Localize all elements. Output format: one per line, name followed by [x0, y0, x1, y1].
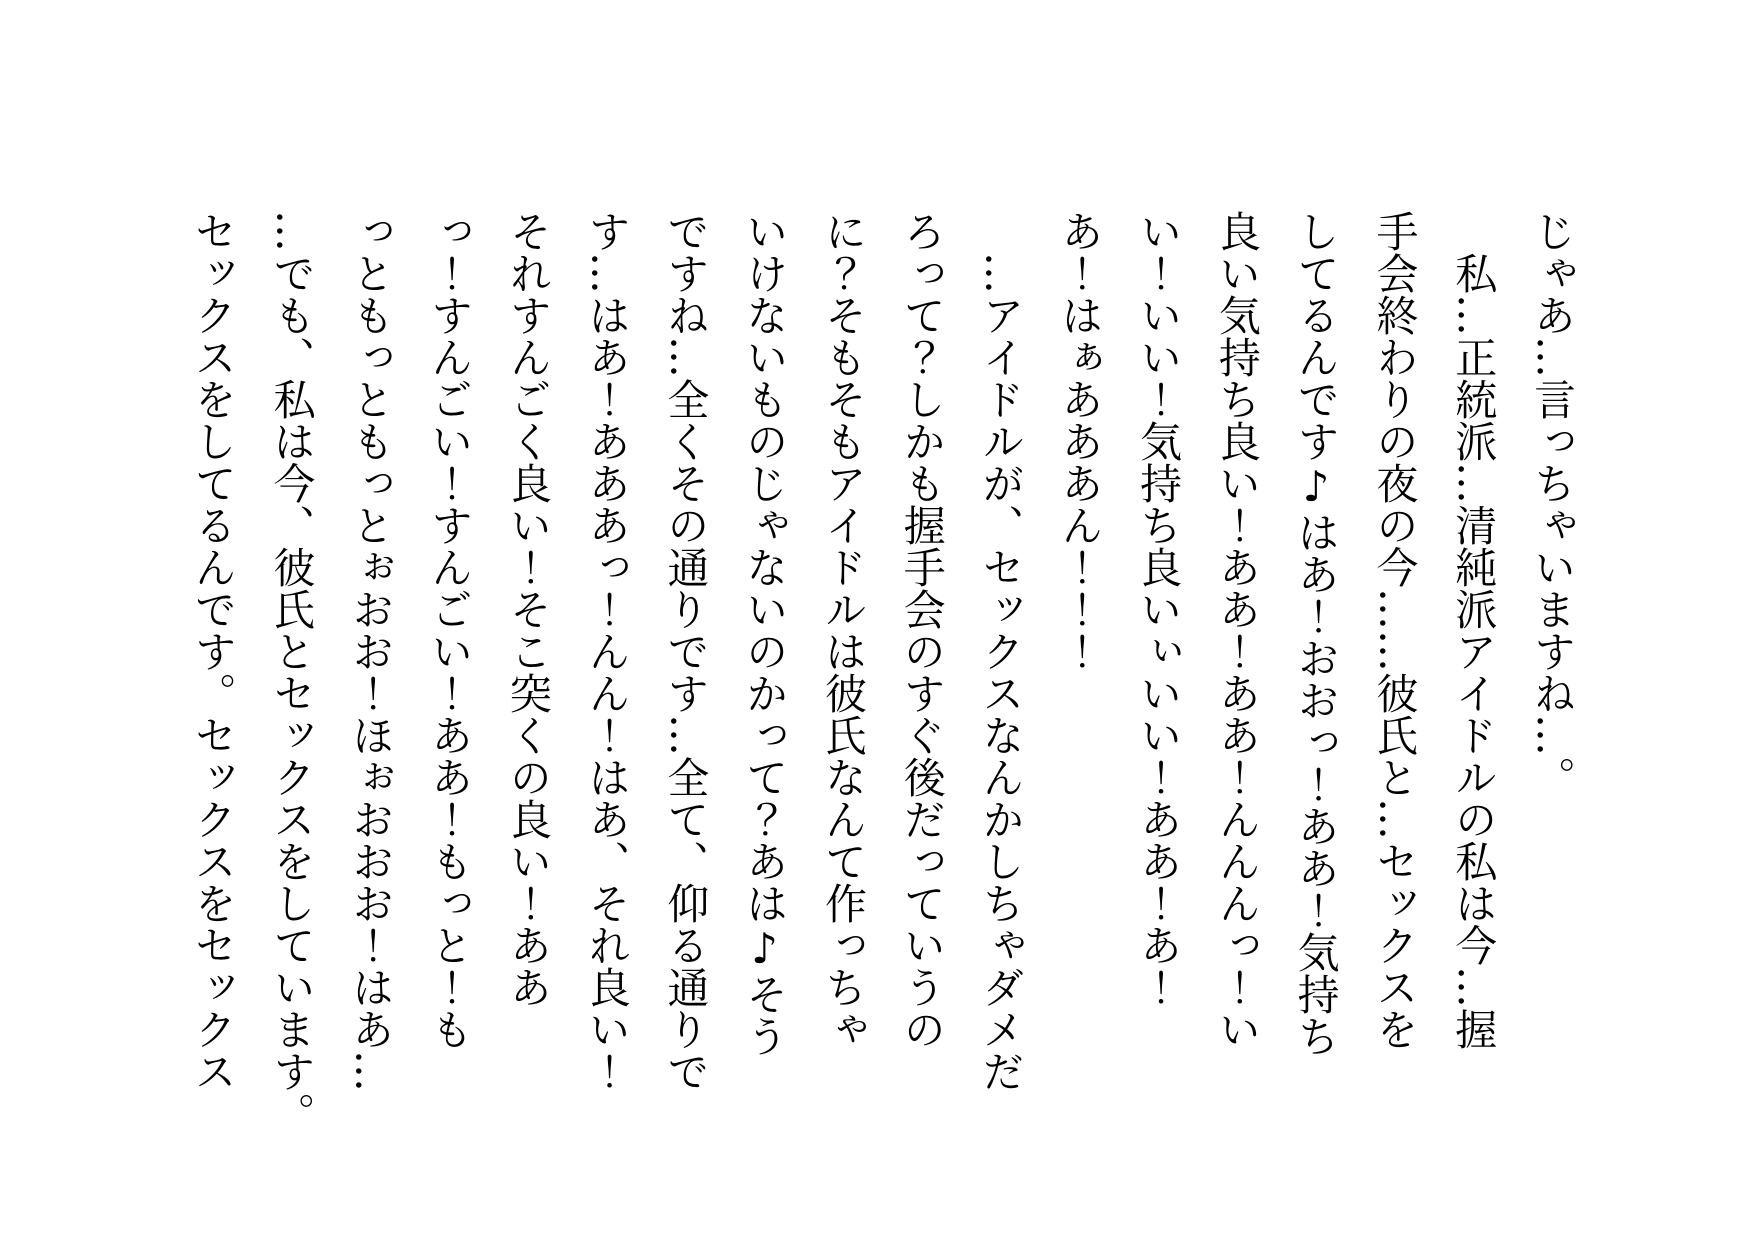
- text-line-05: 良い気持ち良い！ああ！ああ！んんんっ！い: [1212, 210, 1262, 1050]
- text-line-09: ろって？しかも握手会のすぐ後だっていうの: [897, 210, 947, 1050]
- text-line-03: 手会終わりの夜の今……彼氏と…セックスを: [1370, 210, 1420, 1050]
- text-line-08: …アイドルが、セックスなんかしちゃダメだ: [976, 252, 1026, 1092]
- text-line-16: っともっともっとぉおお！ほぉおおお！はあ…: [346, 210, 396, 1092]
- text-line-07: あ！はぁあああん！！！: [1055, 210, 1105, 672]
- text-line-02: 私…正統派…清純派アイドルの私は今…握: [1449, 252, 1499, 1050]
- text-line-13: す…はあ！あああっ！んん！はあ、それ良い！: [582, 210, 632, 1092]
- text-line-12: ですね…全くその通りです…全て、仰る通りで: [661, 210, 711, 1092]
- text-line-14: それすんごく良い！そこ突くの良い！ああ: [503, 210, 553, 1008]
- text-line-18: セックスをしてるんです。セックスをセックス: [188, 210, 238, 1092]
- text-line-06: い！いい！気持ち良いぃいい！ああ！あ！: [1134, 210, 1184, 1008]
- text-line-01: じゃあ…言っちゃいますね…。: [1528, 210, 1577, 798]
- text-line-11: いけないものじゃないのかって？あは♪そう: [740, 210, 790, 1057]
- text-line-15: っ！すんごい！すんごい！ああ！もっと！も: [425, 210, 475, 1050]
- text-line-04: してるんです♪はあ！おおっ！ああ！気持ち: [1291, 210, 1341, 1057]
- text-line-17: …でも、私は今、彼氏とセックスをしています。: [267, 210, 317, 1134]
- text-line-10: に？そもそもアイドルは彼氏なんて作っちゃ: [818, 210, 868, 1050]
- vertical-text-block: [173, 210, 1591, 1140]
